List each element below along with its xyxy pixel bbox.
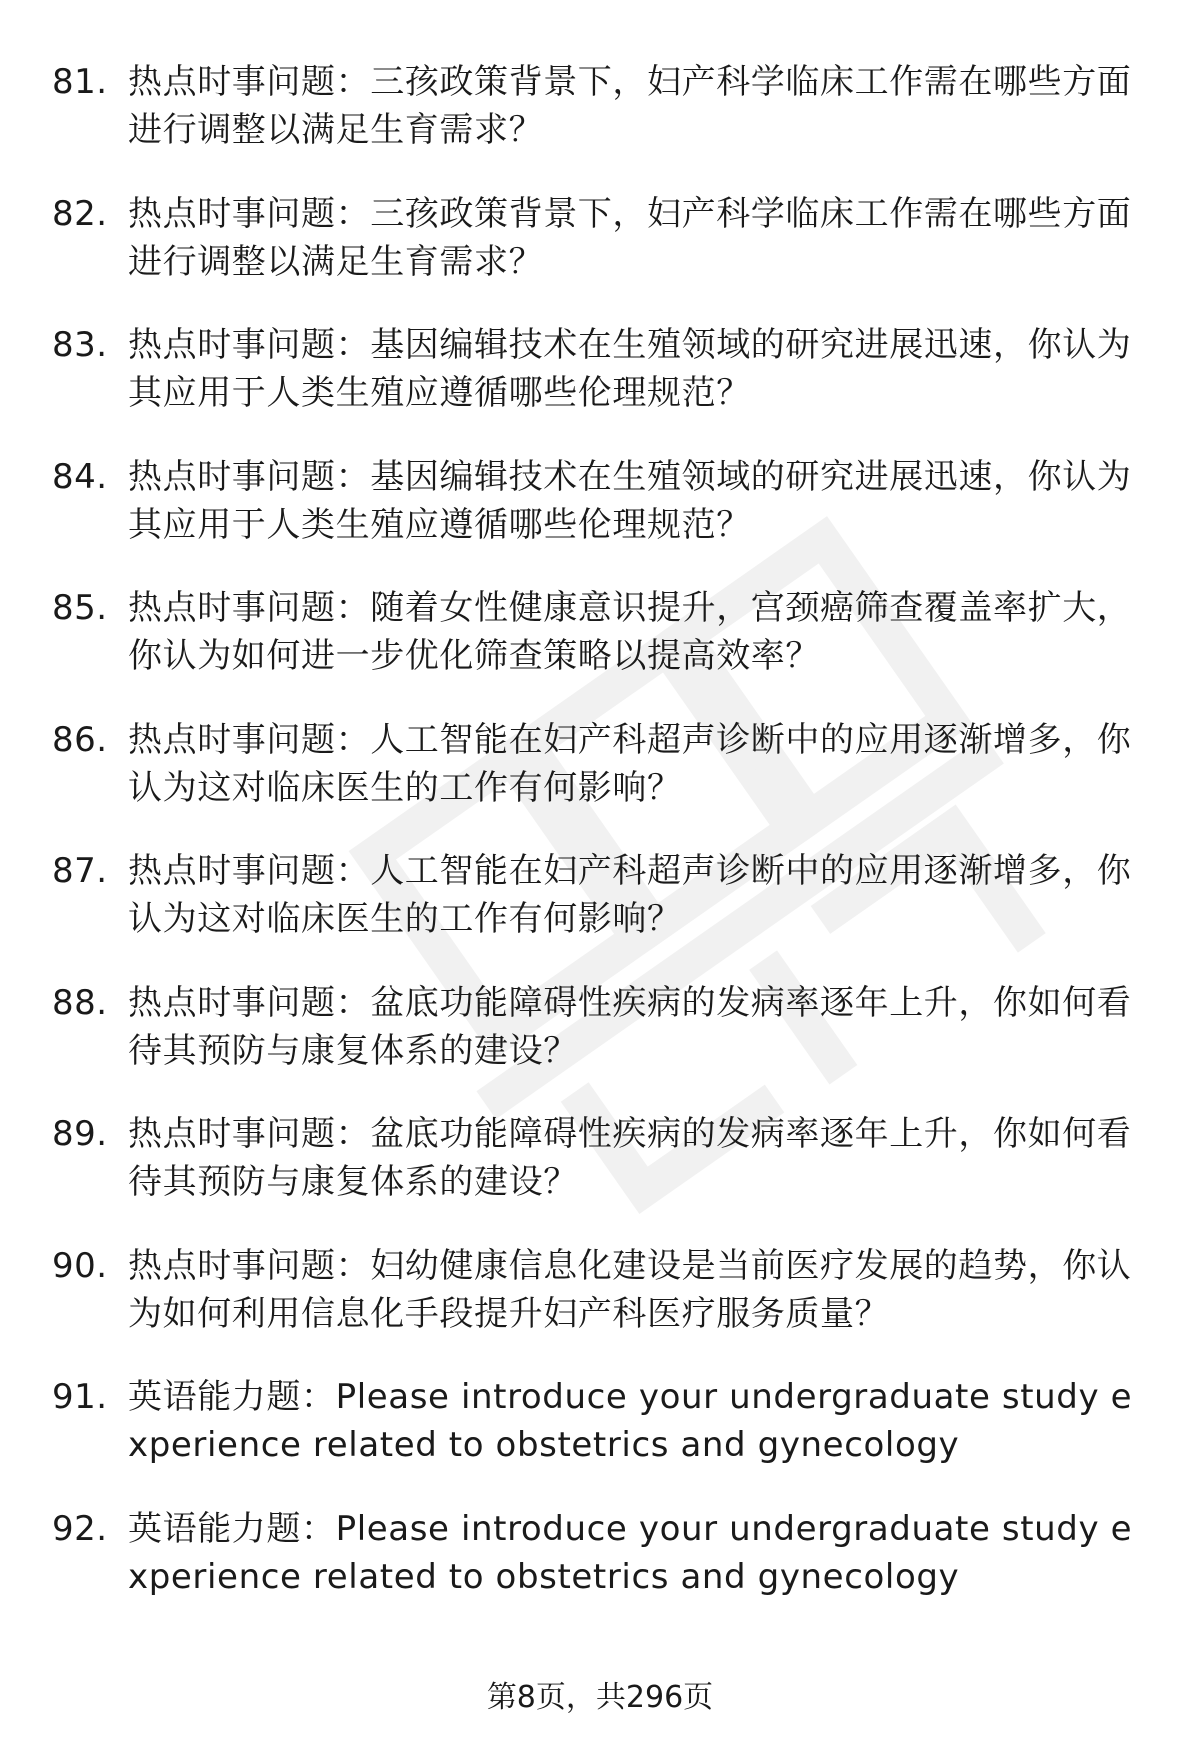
- question-number: 85.: [52, 588, 108, 628]
- question-number: 87.: [52, 851, 108, 891]
- question-number: 84.: [52, 456, 108, 497]
- question-text: 热点时事问题：随着女性健康意识提升，宫颈癌筛查覆盖率扩大，你认为如何进一步优化筛查策略以提高效率？: [128, 588, 1132, 676]
- question-text: 热点时事问题：人工智能在妇产科超声诊断中的应用逐渐增多，你认为这对临床医生的工作有何影响？: [128, 719, 1132, 808]
- question-number: 89.: [52, 1114, 108, 1154]
- question-item: [0, 321, 1200, 453]
- page-number-label: 第8页，共296页: [486, 1680, 714, 1715]
- question-text: 热点时事问题：三孩政策背景下，妇产科学临床工作需在哪些方面进行调整以满足生育需求？: [128, 193, 1132, 282]
- question-number: 88.: [52, 982, 108, 1023]
- question-item: [0, 58, 1200, 190]
- question-text: 英语能力题：Please introduce your undergraduate study experience related to obstetrics and gynecology: [128, 1508, 1133, 1597]
- question-item: [0, 716, 1200, 848]
- question-text: 热点时事问题：妇幼健康信息化建设是当前医疗发展的趋势，你认为如何利用信息化手段提升妇产科医疗服务质量？: [128, 1245, 1132, 1334]
- question-item: [0, 584, 1200, 716]
- question-text: 热点时事问题：基因编辑技术在生殖领域的研究进展迅速，你认为其应用于人类生殖应遵循哪些伦理规范？: [128, 325, 1132, 413]
- question-number: 91.: [52, 1377, 108, 1417]
- question-item: [0, 1373, 1200, 1505]
- question-number: 86.: [52, 719, 108, 760]
- question-text: 热点时事问题：人工智能在妇产科超声诊断中的应用逐渐增多，你认为这对临床医生的工作有何影响？: [128, 851, 1132, 939]
- question-item: [0, 453, 1200, 585]
- question-text: 热点时事问题：三孩政策背景下，妇产科学临床工作需在哪些方面进行调整以满足生育需求？: [128, 62, 1132, 150]
- question-number: 92.: [52, 1508, 108, 1549]
- question-item: [0, 847, 1200, 979]
- question-item: [0, 190, 1200, 322]
- question-text: 热点时事问题：基因编辑技术在生殖领域的研究进展迅速，你认为其应用于人类生殖应遵循哪些伦理规范？: [128, 456, 1132, 545]
- question-item: [0, 1505, 1200, 1637]
- question-item: [0, 979, 1200, 1111]
- question-list: [0, 58, 1200, 1636]
- question-item: [0, 1242, 1200, 1374]
- question-text: 热点时事问题：盆底功能障碍性疾病的发病率逐年上升，你如何看待其预防与康复体系的建设？: [128, 982, 1132, 1071]
- question-text: 热点时事问题：盆底功能障碍性疾病的发病率逐年上升，你如何看待其预防与康复体系的建设？: [128, 1114, 1132, 1202]
- question-item: [0, 1110, 1200, 1242]
- question-number: 82.: [52, 193, 108, 234]
- question-number: 90.: [52, 1245, 108, 1286]
- page-footer: [0, 1678, 1200, 1718]
- question-number: 83.: [52, 325, 108, 365]
- question-number: 81.: [52, 62, 108, 102]
- question-text: 英语能力题：Please introduce your undergraduate study experience related to obstetrics and gynecology: [128, 1377, 1133, 1465]
